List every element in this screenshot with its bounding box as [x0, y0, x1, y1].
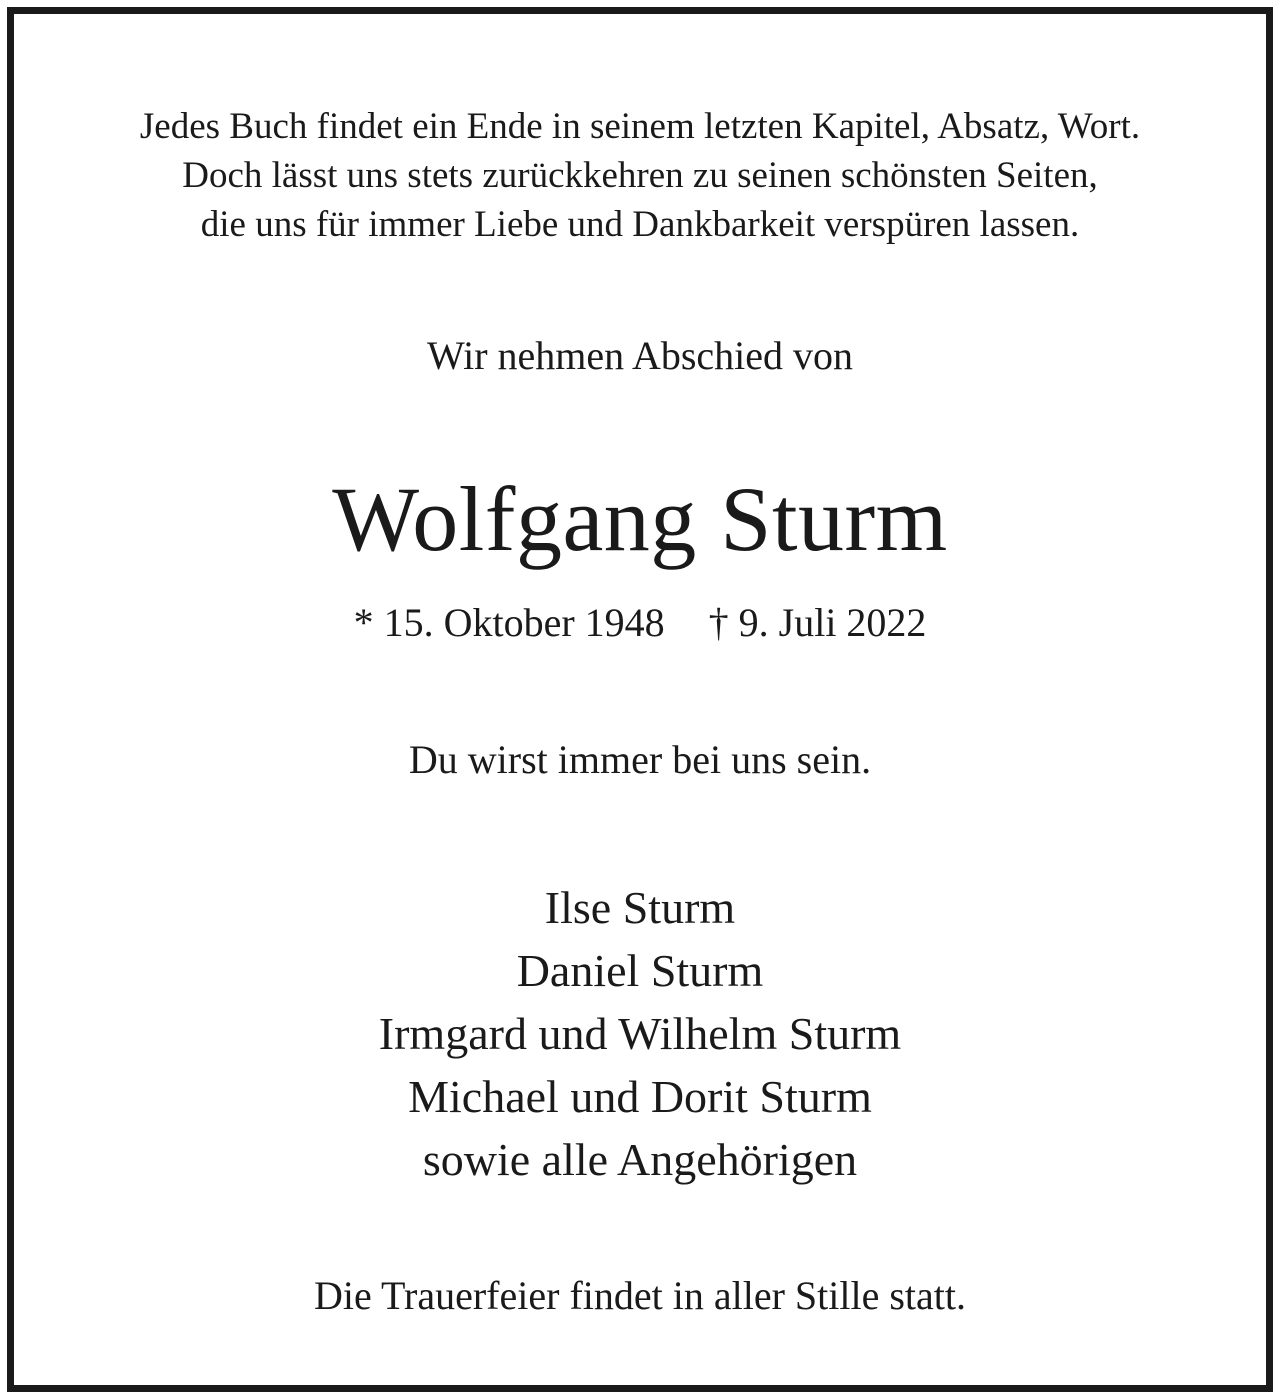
verse-line-2: Doch lässt uns stets zurückkehren zu seinen schönsten Seiten,: [182, 155, 1098, 196]
mourner-item: Michael und Dorit Sturm: [408, 1071, 872, 1122]
verse-line-3: die uns für immer Liebe und Dankbarkeit verspüren lassen.: [200, 204, 1080, 245]
mourner-item: Daniel Sturm: [516, 945, 764, 996]
life-dates: [14, 597, 1266, 649]
mourner-item: Irmgard und Wilhelm Sturm: [378, 1008, 902, 1059]
death-date: † 9. Juli 2022: [708, 600, 927, 645]
mourners-list: [14, 876, 1266, 1191]
obituary-notice: [7, 7, 1273, 1392]
funeral-notice: Die Trauerfeier findet in aller Stille statt.: [313, 1273, 967, 1318]
mourner-item: sowie alle Angehörigen: [422, 1134, 858, 1185]
verse-line-1: Jedes Buch findet ein Ende in seinem letzten Kapitel, Absatz, Wort.: [139, 106, 1141, 147]
farewell-intro: Wir nehmen Abschied von: [426, 333, 854, 378]
deceased-name: Wolfgang Sturm: [332, 468, 948, 570]
birth-date: * 15. Oktober 1948: [353, 600, 665, 645]
mourner-item: Ilse Sturm: [544, 882, 736, 933]
farewell-message: Du wirst immer bei uns sein.: [408, 737, 872, 782]
opening-verse: [14, 102, 1266, 249]
